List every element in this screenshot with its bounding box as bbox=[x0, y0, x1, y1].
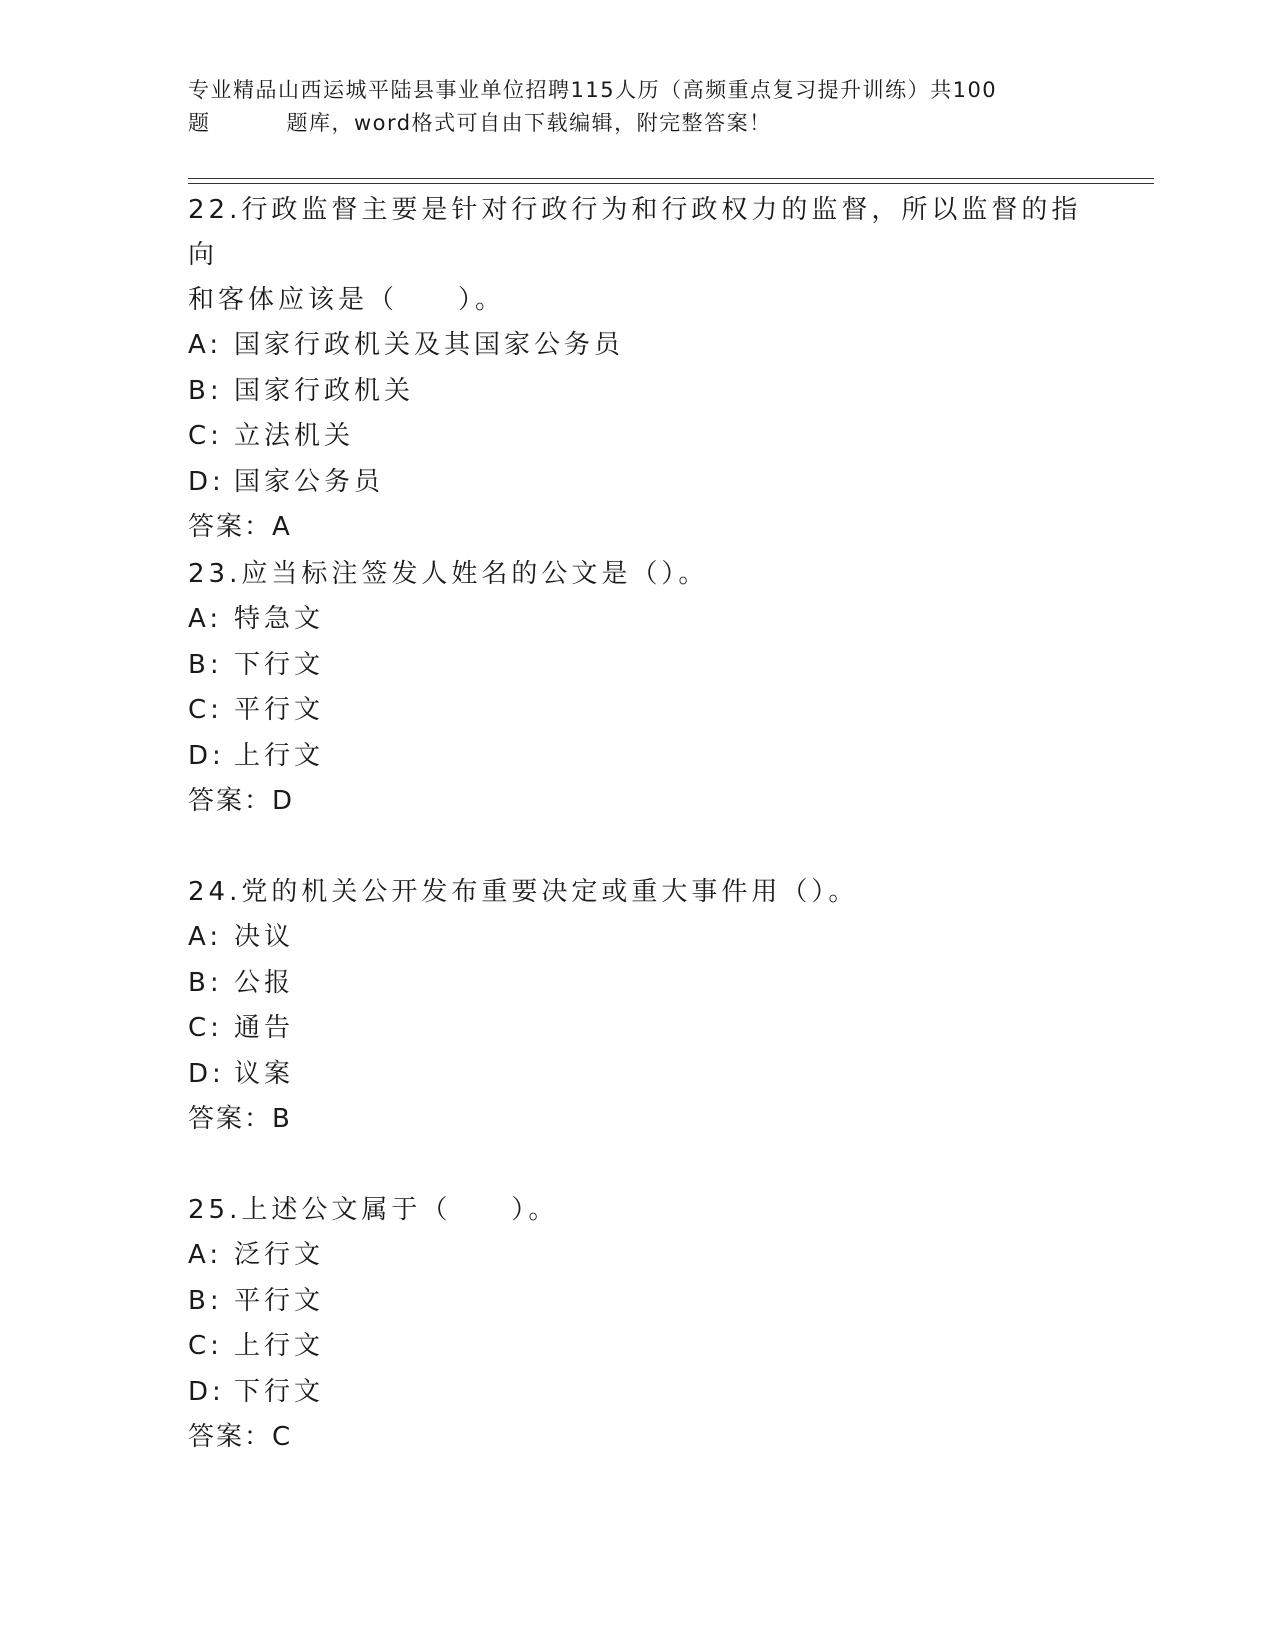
option-d bbox=[188, 1370, 1088, 1416]
option-text: 国家公务员 bbox=[234, 466, 385, 497]
question-stem: 25.上述公文属于（ ）。 bbox=[188, 1195, 559, 1225]
option-text: 国家行政机关及其国家公务员 bbox=[234, 330, 625, 360]
option-letter: C: bbox=[188, 695, 223, 725]
option-d bbox=[188, 460, 1088, 506]
option-text: 公报 bbox=[234, 967, 295, 998]
option-c bbox=[188, 1324, 1088, 1370]
option-d bbox=[188, 1052, 1088, 1098]
option-c bbox=[188, 1006, 1088, 1052]
answer-text: 答案：C bbox=[188, 1422, 293, 1452]
option-text: 国家行政机关 bbox=[234, 375, 415, 406]
option-text: 下行文 bbox=[234, 649, 325, 680]
option-letter: A: bbox=[188, 922, 223, 952]
question-24 bbox=[188, 870, 1088, 1142]
option-text: 下行文 bbox=[234, 1376, 325, 1407]
option-text: 平行文 bbox=[234, 695, 325, 725]
header-divider-bottom bbox=[188, 183, 1154, 184]
option-a bbox=[188, 915, 1088, 961]
option-letter: A: bbox=[188, 604, 223, 634]
option-a bbox=[188, 323, 1088, 369]
header-line-2-right: 题库，word格式可自由下载编辑，附完整答案！ bbox=[286, 111, 772, 135]
option-letter: A: bbox=[188, 1240, 223, 1270]
option-letter: B: bbox=[188, 375, 223, 406]
answer-text: 答案：D bbox=[188, 786, 295, 816]
answer-text: 答案：A bbox=[188, 512, 292, 542]
option-letter: B: bbox=[188, 649, 223, 680]
question-stem: 22.行政监督主要是针对行政行为和行政权力的监督，所以监督的指向 bbox=[188, 195, 1082, 270]
option-letter: C: bbox=[188, 1013, 223, 1043]
option-letter: C: bbox=[188, 1331, 223, 1361]
option-text: 上行文 bbox=[234, 740, 325, 771]
option-b bbox=[188, 1279, 1088, 1325]
header-gap bbox=[211, 107, 287, 140]
option-letter: B: bbox=[188, 1285, 223, 1316]
option-text: 上行文 bbox=[234, 1331, 325, 1361]
option-text: 特急文 bbox=[234, 604, 325, 634]
option-text: 泛行文 bbox=[234, 1240, 325, 1270]
header-divider-top bbox=[188, 178, 1154, 179]
header-line-2-left: 题 bbox=[188, 111, 211, 135]
option-c bbox=[188, 688, 1088, 734]
option-letter: A: bbox=[188, 330, 223, 360]
option-a bbox=[188, 597, 1088, 643]
question-23 bbox=[188, 552, 1088, 824]
page-header bbox=[188, 74, 1088, 140]
option-b bbox=[188, 961, 1088, 1007]
header-line-2 bbox=[188, 107, 1088, 140]
option-c bbox=[188, 414, 1088, 460]
option-letter: B: bbox=[188, 967, 223, 998]
option-a bbox=[188, 1233, 1088, 1279]
option-letter: D: bbox=[188, 1058, 225, 1089]
question-stem: 24.党的机关公开发布重要决定或重大事件用（）。 bbox=[188, 877, 859, 907]
header-line-1: 专业精品山西运城平陆县事业单位招聘115人历（高频重点复习提升训练）共100 bbox=[188, 78, 998, 102]
question-25 bbox=[188, 1188, 1088, 1460]
option-letter: C: bbox=[188, 421, 223, 451]
option-letter: D: bbox=[188, 466, 225, 497]
option-letter: D: bbox=[188, 740, 225, 771]
option-d bbox=[188, 734, 1088, 780]
option-text: 立法机关 bbox=[234, 421, 355, 451]
option-text: 决议 bbox=[234, 922, 295, 952]
option-text: 平行文 bbox=[234, 1285, 325, 1316]
option-letter: D: bbox=[188, 1376, 225, 1407]
option-b bbox=[188, 643, 1088, 689]
option-text: 通告 bbox=[234, 1013, 295, 1043]
question-22 bbox=[188, 188, 1088, 550]
answer-text: 答案：B bbox=[188, 1104, 292, 1134]
option-text: 议案 bbox=[234, 1058, 295, 1089]
option-b bbox=[188, 369, 1088, 415]
question-stem-continued: 和客体应该是（ ）。 bbox=[188, 285, 506, 315]
question-stem: 23.应当标注签发人姓名的公文是（）。 bbox=[188, 559, 709, 589]
